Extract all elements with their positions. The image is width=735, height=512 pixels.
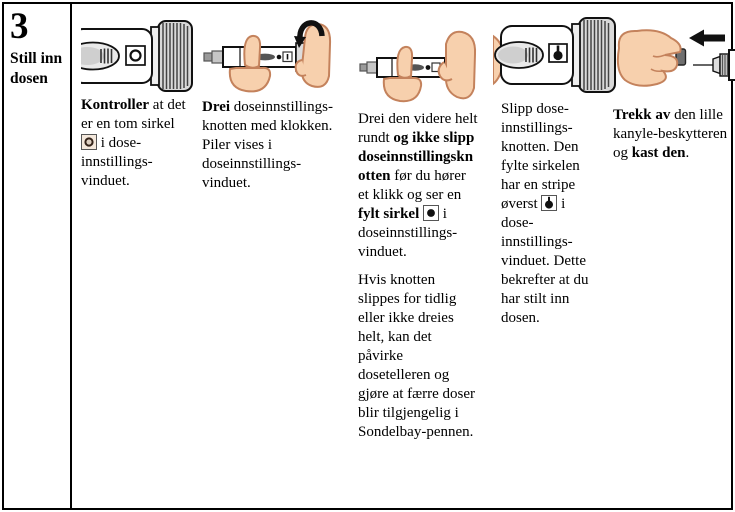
instructions-cell [72, 4, 731, 508]
bold-run: fylt sirkel [358, 206, 420, 222]
bold-run: kast den [631, 145, 686, 161]
text-run: Slipp dose-innstillings-knotten. Den fylte sirkelen har en stripe øverst [501, 101, 580, 212]
pen-window-filled-circle-stripe-illustration [493, 10, 619, 98]
text-run: den lille kanyle-beskytteren og [613, 107, 728, 161]
bold-run: og ikke slipp doseinnstillingsknotten [358, 130, 475, 184]
instruction-col-3 [358, 4, 478, 442]
instruction-text-2 [202, 98, 334, 193]
text-run: Drei den videre helt rundt [358, 111, 478, 146]
turn-knob-clockwise-illustration [202, 12, 334, 98]
text-run: doseinnstillings-knotten med klokken. Piler vises i doseinnstillings-vinduet. [202, 99, 333, 191]
instruction-text-1 [81, 96, 193, 191]
keep-turning-knob-illustration [358, 22, 478, 108]
text-run: før du hører et klikk og ser en [358, 168, 466, 203]
text-run: i doseinnstillings-vinduet. [358, 206, 458, 260]
empty-circle-icon [81, 134, 97, 150]
instruction-col-1 [81, 4, 193, 191]
text-run: i dose-innstillings-vinduet. [81, 135, 153, 189]
instruction-text-5 [613, 106, 731, 163]
pen-window-empty-circle-illustration [81, 16, 193, 96]
instruction-text-4 [501, 100, 597, 328]
instruction-text-3a [358, 110, 478, 262]
filled-circle-icon [423, 205, 439, 221]
text-run: at det er en tom sirkel [81, 97, 186, 132]
bold-run: Trekk av [613, 107, 671, 123]
text-run: . [685, 145, 690, 161]
text-run: i dose-innstillings-vinduet. Dette bekrefter at du har stilt inn dosen. [501, 196, 589, 326]
pull-off-needle-shield-illustration [613, 14, 731, 94]
bold-run: Drei [202, 99, 231, 115]
step-cell [4, 4, 72, 508]
step-title: Still inn dosen [10, 50, 63, 87]
instruction-col-2 [202, 4, 334, 193]
step-number: 3 [10, 6, 29, 47]
instruction-col-5 [613, 4, 731, 163]
bold-run: Kontroller [81, 97, 150, 113]
instruction-col-4 [493, 4, 619, 328]
filled-circle-stripe-icon [541, 195, 557, 211]
instruction-text-3b: Hvis knotten slippes for tidlig eller ikke dreies helt, kan det påvirke dosetelleren og gjøre at færre doser blir tilgjengelig i Sondelbay-pennen. [358, 272, 476, 440]
instruction-sheet [2, 2, 733, 510]
